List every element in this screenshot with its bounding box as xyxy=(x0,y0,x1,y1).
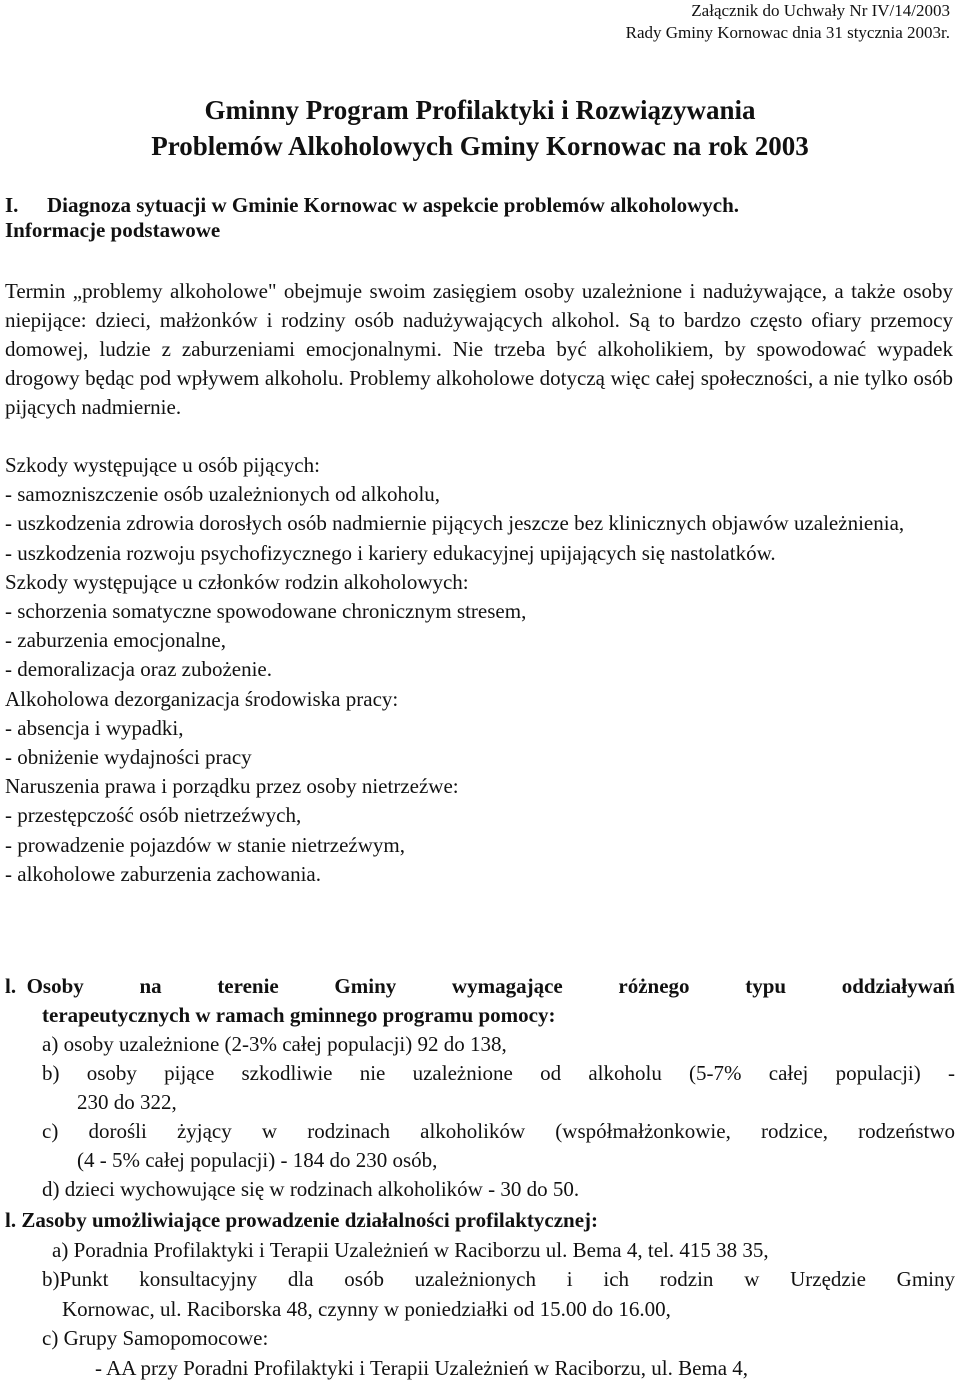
heading-word: oddziaływań xyxy=(842,972,955,1001)
intro-paragraph: Termin „problemy alkoholowe" obejmuje swoim zasięgiem osoby uzależnione i nadużywające, a także osoby niepijące: dzieci, małżonków i rodziny osób nadużywających alkohol. Są to bardzo często ofiary przemocy domowej, ludzie z zaburzeniami emocjonalnymi. Nie trzeba być alkoholikiem, by spowodować wypadek drogowy będąc pod wpływem alkoholu. Problemy alkoholowe dotyczą więc całej społeczności, a nie tylko osób pijących nadmiernie. xyxy=(5,277,953,422)
list-item-continuation: 230 do 322, xyxy=(5,1088,955,1117)
list-item: b) osoby pijące szkodliwie nie uzależnione od alkoholu (5-7% całej populacji) - xyxy=(5,1059,955,1088)
list-line: - uszkodzenia rozwoju psychofizycznego i kariery edukacyjnej upijających się nastolatków. xyxy=(5,539,953,568)
list-item: a) osoby uzależnione (2-3% całej populacji) 92 do 138, xyxy=(5,1030,955,1059)
list-line: Szkody występujące u osób pijących: xyxy=(5,451,953,480)
section-2-number: l. Osoby xyxy=(5,972,84,1001)
list-line: - przestępczość osób nietrzeźwych, xyxy=(5,801,953,830)
document-title xyxy=(0,92,960,164)
list-line: Alkoholowa dezorganizacja środowiska pracy: xyxy=(5,685,953,714)
list-item: a) Poradnia Profilaktyki i Terapii Uzależnień w Raciborzu ul. Bema 4, tel. 415 38 35, xyxy=(5,1236,955,1266)
list-line: - prowadzenie pojazdów w stanie nietrzeźwym, xyxy=(5,831,953,860)
header-line-2: Rady Gminy Kornowac dnia 31 stycznia 2003r. xyxy=(626,22,950,44)
list-item: d) dzieci wychowujące się w rodzinach alkoholików - 30 do 50. xyxy=(5,1175,955,1204)
section-1-heading xyxy=(5,190,953,220)
list-line: - alkoholowe zaburzenia zachowania. xyxy=(5,860,953,889)
heading-word: na xyxy=(139,972,161,1001)
list-item-continuation: Kornowac, ul. Raciborska 48, czynny w poniedziałki od 15.00 do 16.00, xyxy=(5,1295,955,1325)
section-1-subheading: Informacje podstawowe xyxy=(5,218,220,243)
title-line-2: Problemów Alkoholowych Gminy Kornowac na rok 2003 xyxy=(0,128,960,164)
section-1-heading-text: Diagnoza sytuacji w Gminie Kornowac w aspekcie problemów alkoholowych. xyxy=(47,193,739,217)
list-item: c) Grupy Samopomocowe: xyxy=(5,1324,955,1354)
list-line: - obniżenie wydajności pracy xyxy=(5,743,953,772)
list-line: Naruszenia prawa i porządku przez osoby nietrzeźwe: xyxy=(5,772,953,801)
heading-word: różnego xyxy=(618,972,689,1001)
list-item: c) dorośli żyjący w rodzinach alkoholików (współmałżonkowie, rodzice, rodzeństwo xyxy=(5,1117,955,1146)
attachment-header xyxy=(626,0,950,44)
title-line-1: Gminny Program Profilaktyki i Rozwiązywania xyxy=(0,92,960,128)
list-item: b)Punkt konsultacyjny dla osób uzależnionych i ich rodzin w Urzędzie Gminy xyxy=(5,1265,955,1295)
list-line: - zaburzenia emocjonalne, xyxy=(5,626,953,655)
heading-word: terenie xyxy=(217,972,278,1001)
list-sub-item: - AA przy Poradni Profilaktyki i Terapii Uzależnień w Raciborzu, ul. Bema 4, xyxy=(5,1354,955,1383)
section-1-number: I. xyxy=(5,190,47,220)
header-line-1: Załącznik do Uchwały Nr IV/14/2003 xyxy=(626,0,950,22)
section-2-heading xyxy=(5,972,955,1001)
section-2-heading-line-2: terapeutycznych w ramach gminnego programu pomocy: xyxy=(5,1001,955,1030)
section-1-list xyxy=(5,451,953,889)
section-3 xyxy=(5,1206,955,1383)
list-line: - schorzenia somatyczne spowodowane chronicznym stresem, xyxy=(5,597,953,626)
list-line: - absencja i wypadki, xyxy=(5,714,953,743)
heading-word: Gminy xyxy=(334,972,396,1001)
section-3-heading: l. Zasoby umożliwiające prowadzenie działalności profilaktycznej: xyxy=(5,1206,955,1236)
list-line: Szkody występujące u członków rodzin alkoholowych: xyxy=(5,568,953,597)
heading-word: wymagające xyxy=(452,972,563,1001)
list-item-continuation: (4 - 5% całej populacji) - 184 do 230 osób, xyxy=(5,1146,955,1175)
list-line: - uszkodzenia zdrowia dorosłych osób nadmiernie pijących jeszcze bez klinicznych objawów uzależnienia, xyxy=(5,509,953,538)
list-line: - samozniszczenie osób uzależnionych od alkoholu, xyxy=(5,480,953,509)
heading-word: typu xyxy=(745,972,786,1001)
section-2 xyxy=(5,972,955,1204)
list-line: - demoralizacja oraz zubożenie. xyxy=(5,655,953,684)
